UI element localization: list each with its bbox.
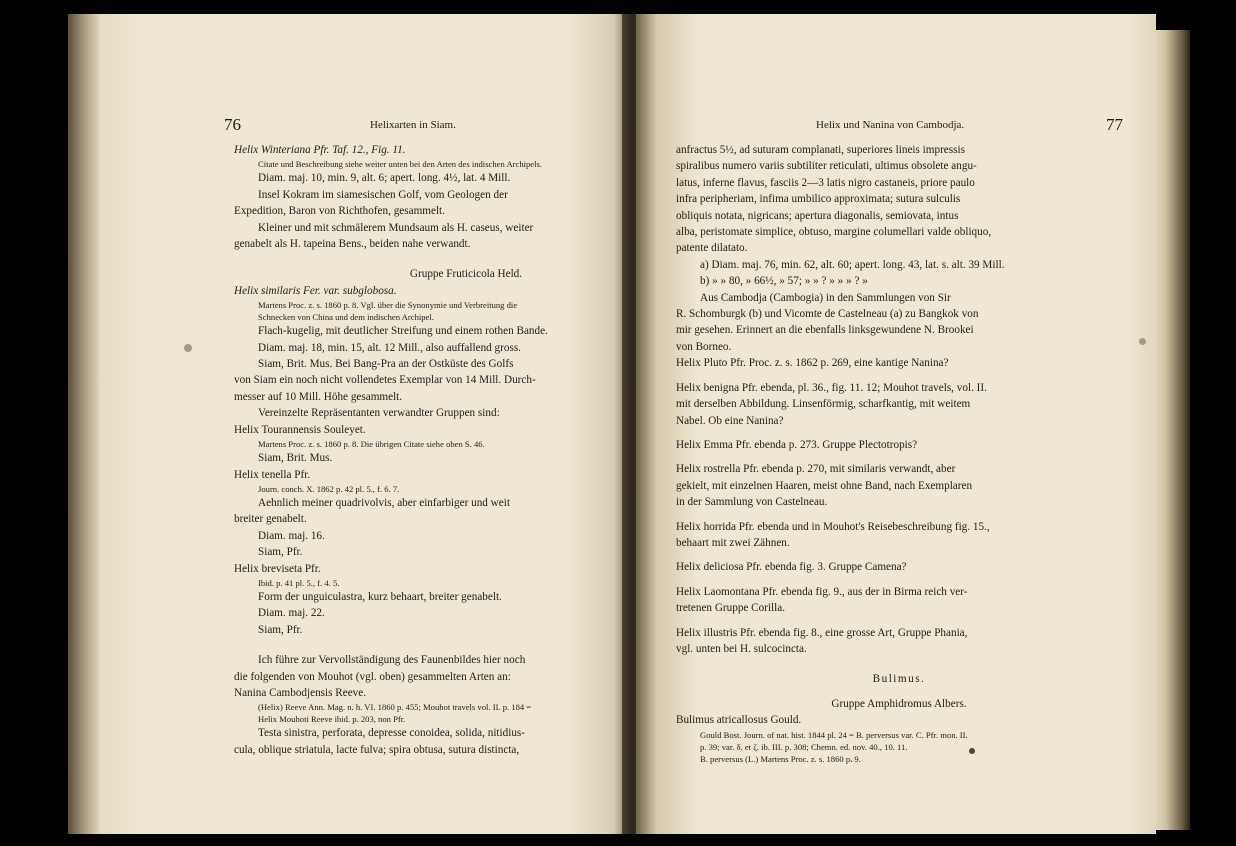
right-text-line: alba, peristomate simplice, obtuso, margine columellari valde obliquo, <box>676 226 992 239</box>
right-text-line: b) » » 80, » 66½, » 57; » » ? » » » ? » <box>700 275 868 288</box>
right-text-line: Helix horrida Pfr. ebenda und in Mouhot's Reisebeschreibung fig. 15., <box>676 520 990 533</box>
right-text-line: gekielt, mit einzelnen Haaren, meist ohne Band, nach Exemplaren <box>676 479 973 492</box>
left-page-number: 76 <box>224 115 241 134</box>
right-text-line: Gould Bost. Journ. of nat. hist. 1844 pl. 24 = B. perversus var. C. Pfr. mon. II. <box>700 729 968 740</box>
left-page <box>100 14 630 834</box>
right-text-line: tretenen Gruppe Corilla. <box>676 602 786 615</box>
left-text-line: Nanina Cambodjensis Reeve. <box>234 686 367 699</box>
right-page-number: 77 <box>1106 115 1123 134</box>
right-text-line: B. perversus (L.) Martens Proc. z. s. 1860 p. 9. <box>700 753 861 764</box>
left-text-line: Helix Winteriana Pfr. Taf. 12., Fig. 11. <box>234 144 406 156</box>
left-text-line: Gruppe Fruticicola Held. <box>409 268 523 281</box>
right-text-line <box>676 453 1122 461</box>
left-text-line: Siam, Pfr. <box>258 623 303 636</box>
right-text-line <box>676 617 1122 625</box>
right-text-line <box>676 576 1122 584</box>
left-text-line: Expedition, Baron von Richthofen, gesammelt. <box>234 205 445 218</box>
left-text-line: Citate und Beschreibung siehe weiter unten bei den Arten des indischen Archipels. <box>258 159 542 170</box>
right-text-line: behaart mit zwei Zähnen. <box>676 536 790 549</box>
right-text-line <box>676 551 1122 559</box>
right-text-line: p. 39; var. δ. et ζ. ib. III. p. 308; Chemn. ed. nov. 40., 10. 11. <box>700 741 908 752</box>
left-text-line: (Helix) Reeve Ann. Mag. n. h. VI. 1860 p. 455; Mouhot travels vol. II. p. 184 = <box>258 702 532 713</box>
page-spot <box>969 748 975 754</box>
right-text-line: Helix Pluto Pfr. Proc. z. s. 1862 p. 269, eine kantige Nanina? <box>676 357 949 370</box>
left-text-line: Ich führe zur Vervollständigung des Faunenbildes hier noch <box>258 654 526 667</box>
right-text-line: a) Diam. maj. 76, min. 62, alt. 60; apert. long. 43, lat. s. alt. 39 Mill. <box>700 258 1005 271</box>
left-text-line: Siam, Pfr. <box>258 546 303 559</box>
right-text-line: Gruppe Amphidromus Albers. <box>831 697 967 710</box>
left-text-line: Insel Kokram im siamesischen Golf, vom Geologen der <box>258 188 508 201</box>
left-text-line: Diam. maj. 16. <box>258 529 325 542</box>
right-text-line: mit derselben Abbildung. Linsenförmig, scharfkantig, mit weitem <box>676 398 971 411</box>
right-book-edge <box>1150 30 1190 830</box>
left-text-line: Flach-kugelig, mit deutlicher Streifung und einem rothen Bande. <box>258 325 548 338</box>
left-text-line: Diam. maj. 18, min. 15, alt. 12 Mill., also auffallend gross. <box>258 341 521 354</box>
left-text-line: Diam. maj. 10, min. 9, alt. 6; apert. long. 4½, lat. 4 Mill. <box>258 172 511 185</box>
left-text-line: Helix similaris Fer. var. subglobosa. <box>234 284 397 297</box>
left-text-line: messer auf 10 Mill. Höhe gesammelt. <box>234 390 403 403</box>
right-text-line: Helix deliciosa Pfr. ebenda fig. 3. Gruppe Camena? <box>676 561 907 574</box>
left-text-line: Helix tenella Pfr. <box>234 468 311 481</box>
page-spot <box>184 344 192 352</box>
left-text-line: Helix breviseta Pfr. <box>234 562 321 575</box>
left-text-line: Kleiner und mit schmälerem Mundsaum als H. caseus, weiter <box>258 221 534 234</box>
left-page-text <box>234 142 630 758</box>
right-text-line: Helix illustris Pfr. ebenda fig. 8., eine grosse Art, Gruppe Phania, <box>676 626 968 639</box>
left-text-line <box>234 638 630 652</box>
right-text-line: spiralibus numero variis subtiliter reticulati, ultimus obsolete angu- <box>676 160 977 173</box>
right-page-running-head: Helix und Nanina von Cambodja. <box>816 119 965 131</box>
page-spot <box>1139 338 1146 345</box>
right-text-line: R. Schomburgk (b) und Vicomte de Castelneau (a) zu Bangkok von <box>676 308 979 321</box>
left-text-line: Vereinzelte Repräsentanten verwandter Gruppen sind: <box>258 407 500 420</box>
left-text-line: Diam. maj. 22. <box>258 607 325 620</box>
left-text-line: Aehnlich meiner quadrivolvis, aber einfarbiger und weit <box>258 496 510 509</box>
right-text-line: vgl. unten bei H. sulcocincta. <box>676 642 807 655</box>
right-text-line: Bulimus. <box>872 673 926 686</box>
right-text-line: Helix Emma Pfr. ebenda p. 273. Gruppe Plectotropis? <box>676 438 918 451</box>
left-text-line: genabelt als H. tapeina Bens., beiden nahe verwandt. <box>234 238 471 251</box>
right-text-line: obliquis notata, nigricans; apertura diagonalis, semiovata, intus <box>676 209 959 222</box>
left-text-line: Martens Proc. z. s. 1860 p. 8. Vgl. über die Synonymie und Verbreitung die <box>258 300 518 311</box>
right-text-line: anfractus 5½, ad suturam complanati, superiores lineis impressis <box>676 144 965 156</box>
left-text-line: die folgenden von Mouhot (vgl. oben) gesammelten Arten an: <box>234 670 511 683</box>
left-text-line: Helix Tourannensis Souleyet. <box>234 423 366 436</box>
right-text-line: Aus Cambodja (Cambogia) in den Sammlungen von Sir <box>700 291 951 304</box>
left-text-line: Siam, Brit. Mus. <box>258 452 333 465</box>
right-text-line: mir gesehen. Erinnert an die ebenfalls linksgewundene N. Brookei <box>676 324 974 337</box>
right-text-line: Helix Laomontana Pfr. ebenda fig. 9., aus der in Birma reich ver- <box>676 585 968 598</box>
right-text-line: latus, inferne flavus, fasciis 2—3 latis nigro castaneis, priore paulo <box>676 176 975 189</box>
left-text-line: Journ. conch. X. 1862 p. 42 pl. 5., f. 6. 7. <box>258 483 400 494</box>
left-text-line: Martens Proc. z. s. 1860 p. 8. Die übrigen Citate siehe oben S. 46. <box>258 439 485 450</box>
left-text-line: Form der unguiculastra, kurz behaart, breiter genabelt. <box>258 590 502 603</box>
left-text-line: Testa sinistra, perforata, depresse conoidea, solida, nitidius- <box>258 727 526 740</box>
right-text-line <box>676 511 1122 519</box>
right-text-line <box>676 429 1122 437</box>
right-text-line: von Borneo. <box>676 340 732 353</box>
left-text-line: Helix Mouhoti Reeve ibid. p. 203, non Pfr. <box>258 714 406 725</box>
left-running-head: Helixarten in Siam. <box>370 119 456 131</box>
right-text-line: Helix benigna Pfr. ebenda, pl. 36., fig. 11. 12; Mouhot travels, vol. II. <box>676 381 987 394</box>
right-text-line: in der Sammlung von Castelneau. <box>676 496 828 509</box>
left-text-line: breiter genabelt. <box>234 513 307 526</box>
right-text-line: Bulimus atricallosus Gould. <box>676 714 802 727</box>
right-text-line: patente dilatato. <box>676 242 748 255</box>
left-text-line: von Siam ein noch nicht vollendetes Exemplar von 14 Mill. Durch- <box>234 374 536 387</box>
left-text-line: Siam, Brit. Mus. Bei Bang-Pra an der Ostküste des Golfs <box>258 358 514 371</box>
right-text-line: Helix rostrella Pfr. ebenda p. 270, mit similaris verwandt, aber <box>676 463 956 476</box>
right-text-line <box>676 372 1122 380</box>
left-text-line: cula, oblique striatula, lacte fulva; spira obtusa, sutura distincta, <box>234 743 520 756</box>
left-text-line <box>234 252 630 266</box>
right-text-line <box>676 688 1122 696</box>
left-text-line: Ibid. p. 41 pl. 5., f. 4. 5. <box>258 577 340 588</box>
right-text-line: Nabel. Ob eine Nanina? <box>676 414 784 427</box>
left-text-line: Schnecken von China und dem indischen Archipel. <box>258 312 434 323</box>
right-page-text <box>676 142 1122 765</box>
right-text-line <box>676 657 1122 671</box>
right-text-line: infra peripheriam, infima umbilico approximata; sutura sulculis <box>676 193 961 206</box>
right-page <box>636 14 1156 834</box>
